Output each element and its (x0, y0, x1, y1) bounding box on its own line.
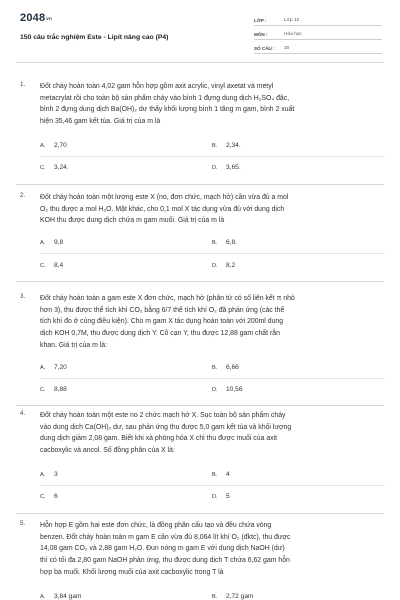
option-c[interactable] (40, 164, 69, 171)
option-value: 3,65. (226, 164, 241, 171)
option-label: B. (212, 365, 218, 371)
logo-text: 2048 (20, 12, 46, 24)
option-value: 2,70 (54, 142, 67, 149)
option-label: D. (212, 387, 218, 393)
option-value: 6,8. (226, 239, 237, 246)
divider (16, 62, 384, 63)
option-label: D. (212, 165, 218, 171)
question-text: Hỗn hợp E gồm hai este đơn chức, là đồng phân cấu tạo và đều chứa vòng benzen. Đốt cháy hoàn toàn m gam E cần vừa đủ 8,064 lít khí O₂ (đktc), thu được 14,08 gam CO₂ và 2,88 gam H₂O. Đun nóng m gam E với dung dịch NaOH (dư) thì có tối đa 2,80 gam NaOH phản ứng, thu được dung dịch T chứa 6,62 gam hỗn hợp ba muối. Khối lượng muối của axit cacboxylic trong T là (40, 522, 291, 576)
option-a[interactable] (40, 471, 58, 478)
divider (40, 485, 385, 486)
option-b[interactable] (212, 239, 237, 246)
option-value: 3,84 gam (54, 593, 82, 600)
option-label: B. (212, 594, 218, 600)
option-label: A. (40, 594, 46, 600)
question-number: 3. (20, 293, 26, 300)
option-label: D. (212, 494, 218, 500)
site-logo[interactable] (20, 12, 52, 24)
option-a[interactable] (40, 142, 67, 149)
question-number: 2. (20, 192, 26, 199)
option-b[interactable] (212, 593, 254, 600)
option-value: 2,34. (226, 142, 241, 149)
option-b[interactable] (212, 142, 241, 149)
option-c[interactable] (40, 493, 58, 500)
option-value: 3,24. (54, 164, 69, 171)
option-d[interactable] (212, 164, 241, 171)
option-label: B. (212, 472, 218, 478)
option-value: 4 (226, 471, 230, 478)
divider (16, 281, 384, 282)
option-label: C. (40, 387, 46, 393)
option-a[interactable] (40, 239, 63, 246)
meta-value: Hóa học (284, 32, 302, 37)
option-value: 3 (54, 471, 58, 478)
option-value: 6,66 (226, 364, 239, 371)
option-value: 6 (54, 493, 58, 500)
option-d[interactable] (212, 493, 230, 500)
option-label: C. (40, 263, 46, 269)
question-text: Đốt cháy hoàn toàn a gam este X đơn chức, mạch hở (phân tử có số liên kết π nhỏ hơn 3), thu được thể tích khí CO₂ bằng 6/7 thể tích khí O₂ đã phản ứng (các thể tích khí đo ở cùng điều kiện). Cho m gam X tác dụng hoàn toàn với 200ml dung dịch KOH 0,7M, thu được dung dịch Y. Cô cạn Y, thu được 12,88 gam chất rắn khan. Giá trị của m là: (40, 295, 295, 349)
meta-row-class (254, 14, 382, 26)
divider (40, 253, 385, 254)
option-value: 2,72 gam (226, 593, 254, 600)
divider (16, 513, 384, 514)
option-a[interactable] (40, 593, 82, 600)
option-label: A. (40, 365, 46, 371)
option-value: 7,20 (54, 364, 67, 371)
divider (16, 405, 384, 406)
option-a[interactable] (40, 364, 67, 371)
question-text: Đốt cháy hoàn toàn 4,02 gam hỗn hợp gồm axit acrylic, vinyl axetat và metyl metacrylat rồi cho toàn bộ sản phẩm cháy vào bình 1 đựng dung dịch H₂SO₄ đặc, bình 2 đựng dung dịch Ba(OH)₂ dư thấy khối lượng bình 1 tăng m gam, bình 2 xuất hiện 35,46 gam kết tủa. Giá trị của m là (40, 83, 295, 126)
option-value: 8,4 (54, 262, 64, 269)
option-c[interactable] (40, 386, 67, 393)
option-b[interactable] (212, 364, 239, 371)
option-b[interactable] (212, 471, 230, 478)
option-value: 8,88 (54, 386, 67, 393)
option-value: 5 (226, 493, 230, 500)
meta-value: 20 (284, 46, 290, 51)
option-label: C. (40, 165, 46, 171)
meta-value: Lớp 12 (284, 18, 300, 23)
option-value: 10,56 (226, 386, 243, 393)
meta-key: SỐ CÂU : (254, 46, 275, 51)
question-text: Đốt cháy hoàn toàn một este no 2 chức mạch hở X. Sục toàn bộ sản phẩm cháy vào dung dịch Ca(OH)₂ dư, sau phản ứng thu được 5,0 gam kết tủa và khối lượng dung dịch giảm 2,08 gam. Biết khi xà phòng hóa X chỉ thu được muối của axit cacboxylic và ancol. Số đồng phân của X là: (40, 412, 292, 455)
option-value: 8,2 (226, 262, 236, 269)
divider (40, 378, 385, 379)
option-d[interactable] (212, 386, 243, 393)
option-label: D. (212, 263, 218, 269)
meta-row-subject (254, 28, 382, 40)
question-number: 4. (20, 410, 26, 417)
meta-row-count (254, 42, 382, 54)
page-header (0, 0, 400, 62)
option-label: B. (212, 240, 218, 246)
question-number: 1. (20, 81, 26, 88)
question-text: Đốt cháy hoàn toàn một lượng este X (no, đơn chức, mạch hở) cần vừa đủ a mol O₂ thu được a mol H₂O. Mặt khác, cho 0,1 mol X tác dụng vừa đủ với dung dịch KOH thu được dung dịch chứa m gam muối. Giá trị của m là (40, 194, 289, 225)
divider (40, 156, 385, 157)
meta-table (254, 14, 382, 56)
logo-suffix: vn (46, 16, 52, 21)
option-label: B. (212, 143, 218, 149)
option-label: A. (40, 143, 46, 149)
page-title: 150 câu trắc nghiệm Este - Lipit nâng cao (P4) (20, 34, 169, 41)
option-label: A. (40, 472, 46, 478)
meta-key: LỚP : (254, 18, 267, 23)
option-label: C. (40, 494, 46, 500)
option-c[interactable] (40, 262, 63, 269)
question-number: 5. (20, 520, 26, 527)
divider (16, 184, 384, 185)
meta-key: MÔN : (254, 32, 268, 37)
option-d[interactable] (212, 262, 235, 269)
option-label: A. (40, 240, 46, 246)
option-value: 9,8 (54, 239, 64, 246)
